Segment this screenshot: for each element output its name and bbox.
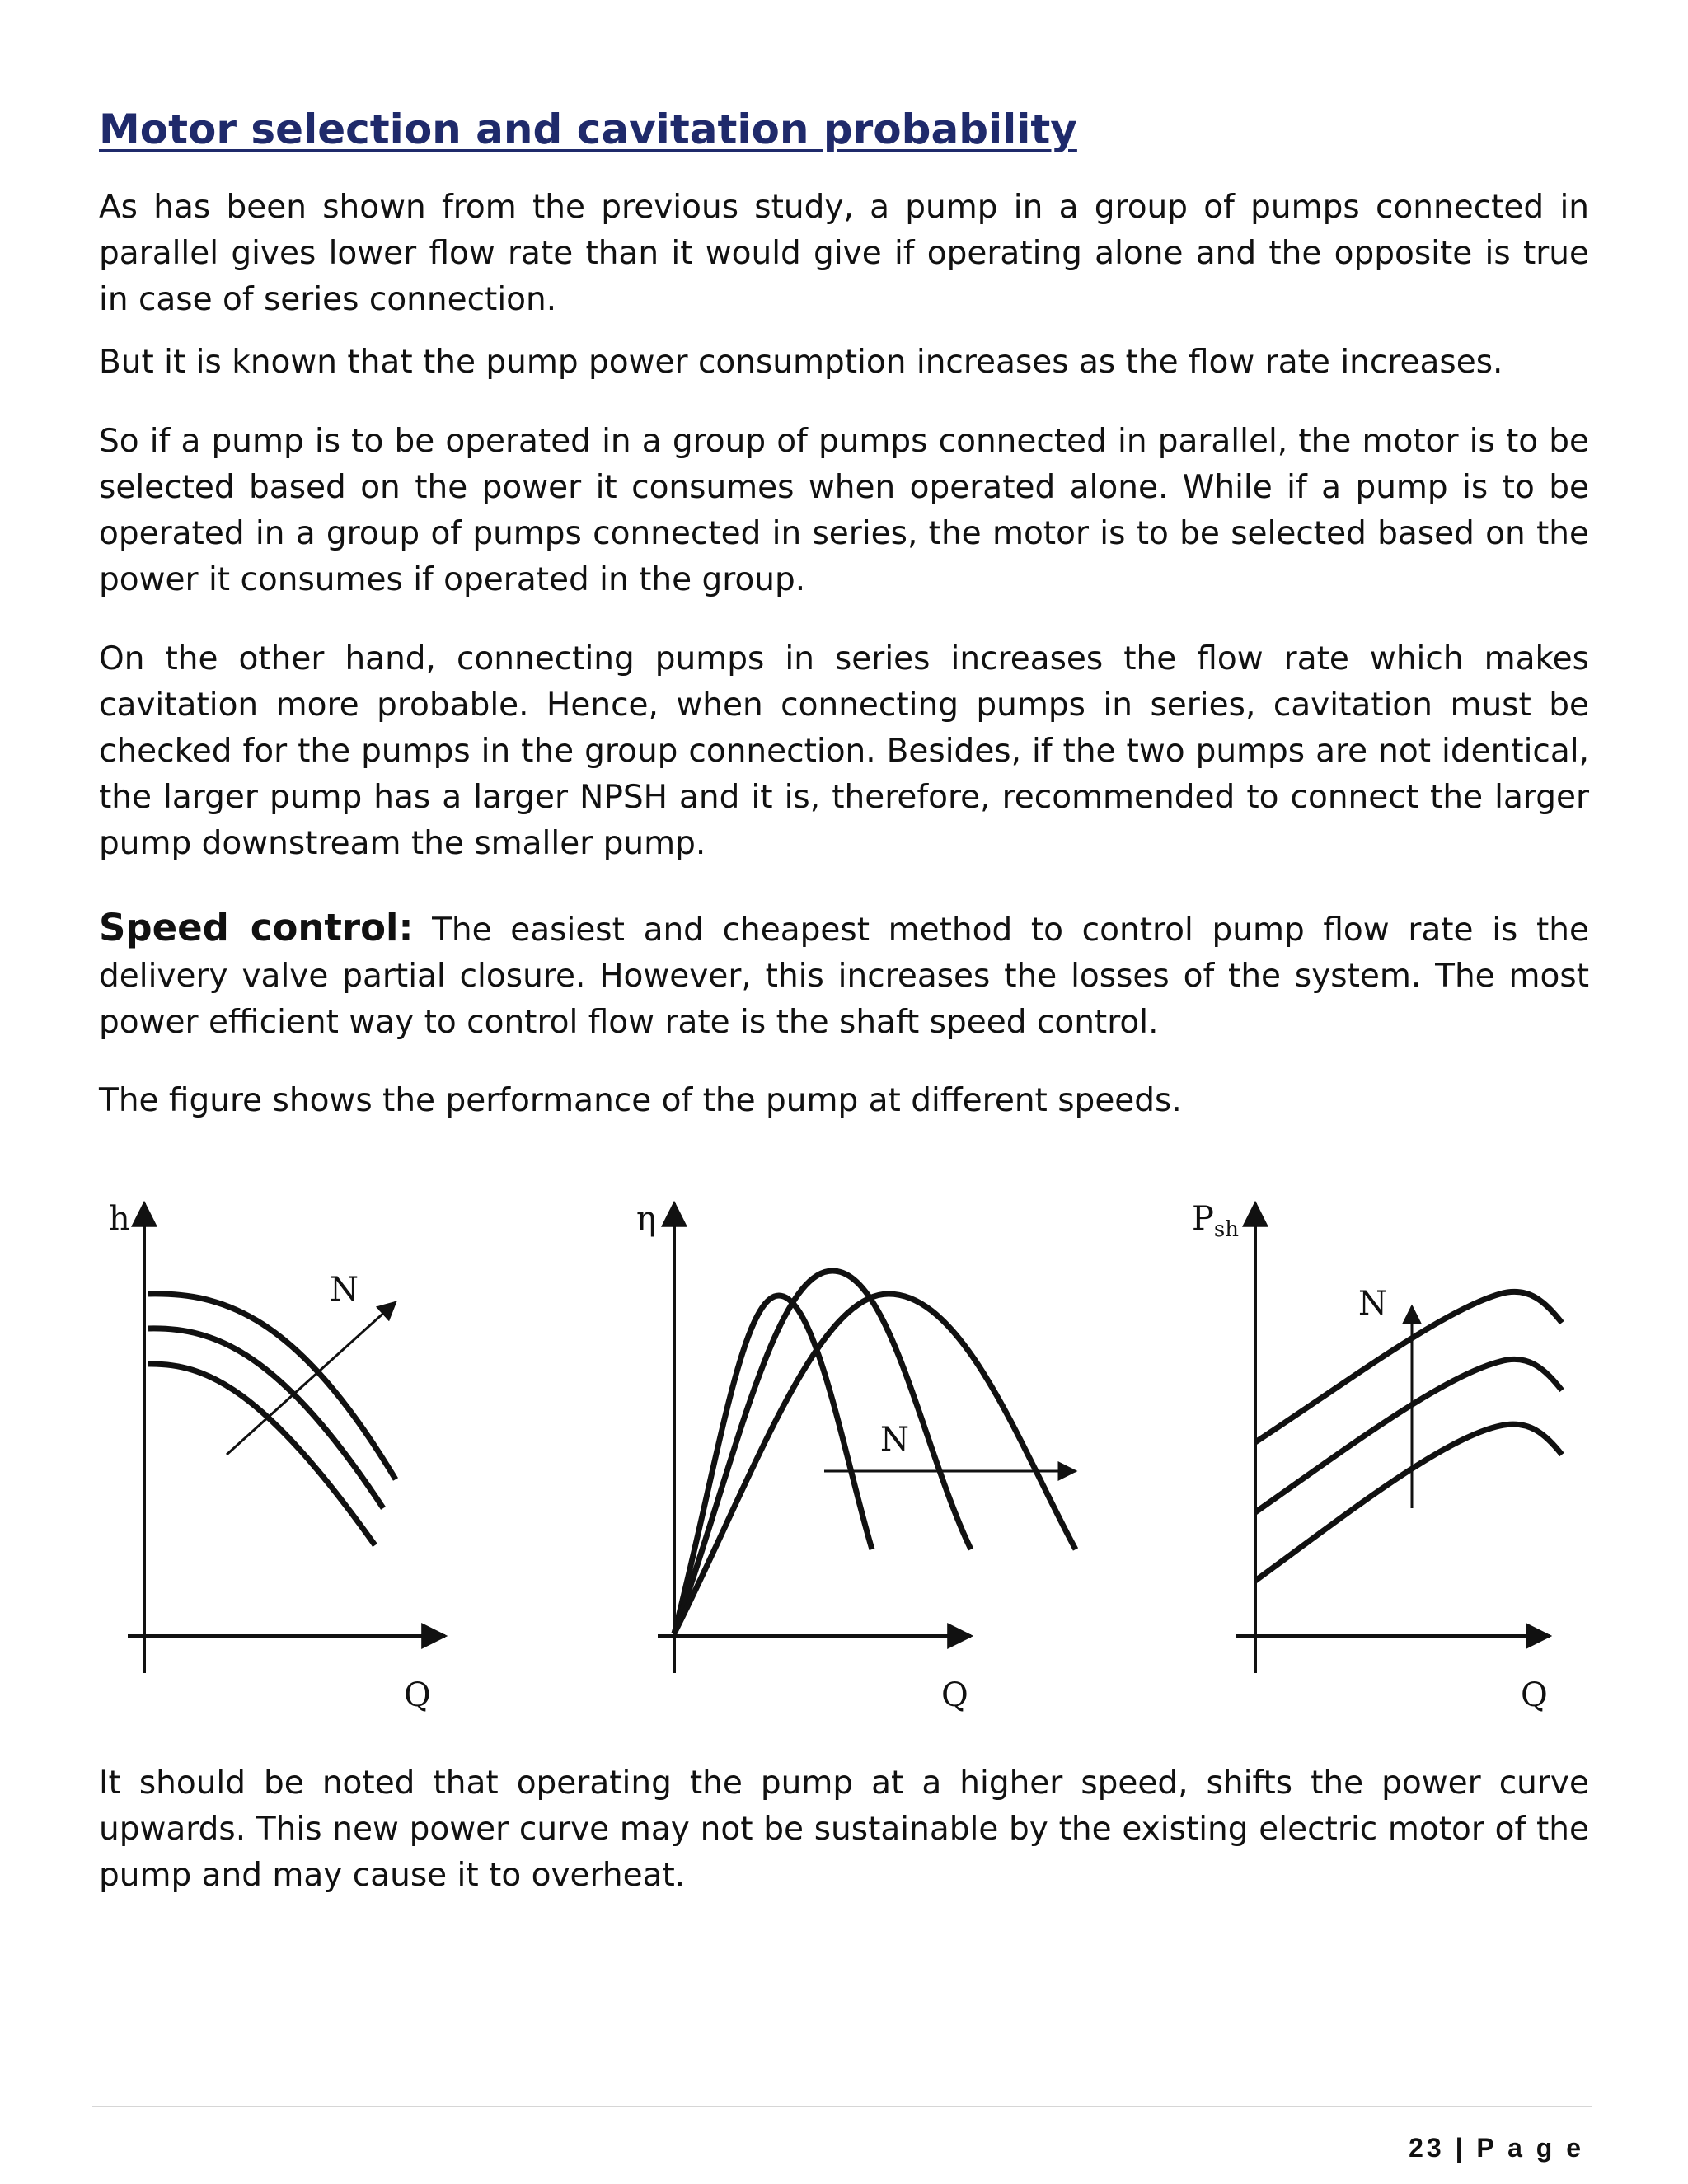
power-curve-high-speed	[1255, 1291, 1562, 1442]
page-number: 23	[1409, 2133, 1445, 2163]
page-title: Motor selection and cavitation probability	[99, 105, 1077, 153]
head-plot	[109, 1200, 445, 1714]
head-plot-y-label: h	[109, 1200, 130, 1238]
efficiency-plot-y-label: η	[636, 1200, 656, 1238]
power-plot-y-label-sub: sh	[1213, 1217, 1240, 1242]
power-plot	[1192, 1200, 1562, 1714]
power-plot-y-label-main: P	[1192, 1200, 1214, 1238]
speed-control-text: The easiest and cheapest method to control pump flow rate is the delivery valve partial closure. However, this increases the losses of the system. The most power efficient way to control flow rate is the shaft speed control.	[99, 912, 1589, 1041]
head-curve-low-speed	[148, 1364, 375, 1545]
efficiency-plot	[636, 1200, 1076, 1714]
page-footer	[1409, 2133, 1584, 2163]
efficiency-speed-arrow-label: N	[880, 1421, 909, 1459]
paragraph-cavitation: On the other hand, connecting pumps in series increases the flow rate which makes cavitation more probable. Hence, when connecting pumps in series, cavitation must be checked for the pumps in the group connection. Besides, if the two pumps are not identical, the larger pump has a larger NPSH and it is, therefore, recommended to connect the larger pump downstream the smaller pump.	[99, 640, 1589, 862]
efficiency-curve-high-speed	[674, 1294, 1076, 1633]
head-plot-x-label: Q	[404, 1676, 431, 1714]
paragraph-motor-selection: So if a pump is to be operated in a group of pumps connected in parallel, the motor is to be selected based on the power it consumes when operated alone. While if a pump is to be operated in a group of pumps connected in series, the motor is to be selected based on the power it consumes if operated in the group.	[99, 423, 1589, 598]
page-word: P a g e	[1476, 2133, 1584, 2163]
footer-divider	[92, 2106, 1592, 2107]
paragraph-parallel-series: As has been shown from the previous study, a pump in a group of pumps connected in parallel gives lower flow rate than it would give if operating alone and the opposite is true in case of series connection.	[99, 189, 1589, 318]
power-plot-y-label	[1192, 1200, 1239, 1242]
power-speed-arrow-label: N	[1358, 1285, 1387, 1323]
head-curve-high-speed	[148, 1294, 396, 1479]
power-curve-mid-speed	[1255, 1359, 1562, 1512]
paragraph-overheat-note: It should be noted that operating the pump at a higher speed, shifts the power curve upwards. This new power curve may not be sustainable by the existing electric motor of the pump and may cause it to overheat.	[99, 1765, 1589, 1894]
performance-curves-svg	[91, 1179, 1615, 1731]
paragraph-power-consumption: But it is known that the pump power consumption increases as the flow rate increases.	[99, 344, 1503, 381]
head-speed-arrow	[227, 1302, 396, 1455]
power-plot-x-label: Q	[1521, 1676, 1548, 1714]
footer-separator: |	[1455, 2133, 1466, 2163]
paragraph-speed-control	[99, 905, 1589, 1046]
head-speed-arrow-label: N	[330, 1271, 359, 1309]
pump-speed-performance-figure	[91, 1179, 1615, 1731]
power-curve-low-speed	[1255, 1424, 1562, 1581]
speed-control-label: Speed control:	[99, 906, 414, 949]
paragraph-figure-intro: The figure shows the performance of the pump at different speeds.	[99, 1082, 1182, 1119]
efficiency-plot-x-label: Q	[941, 1676, 968, 1714]
